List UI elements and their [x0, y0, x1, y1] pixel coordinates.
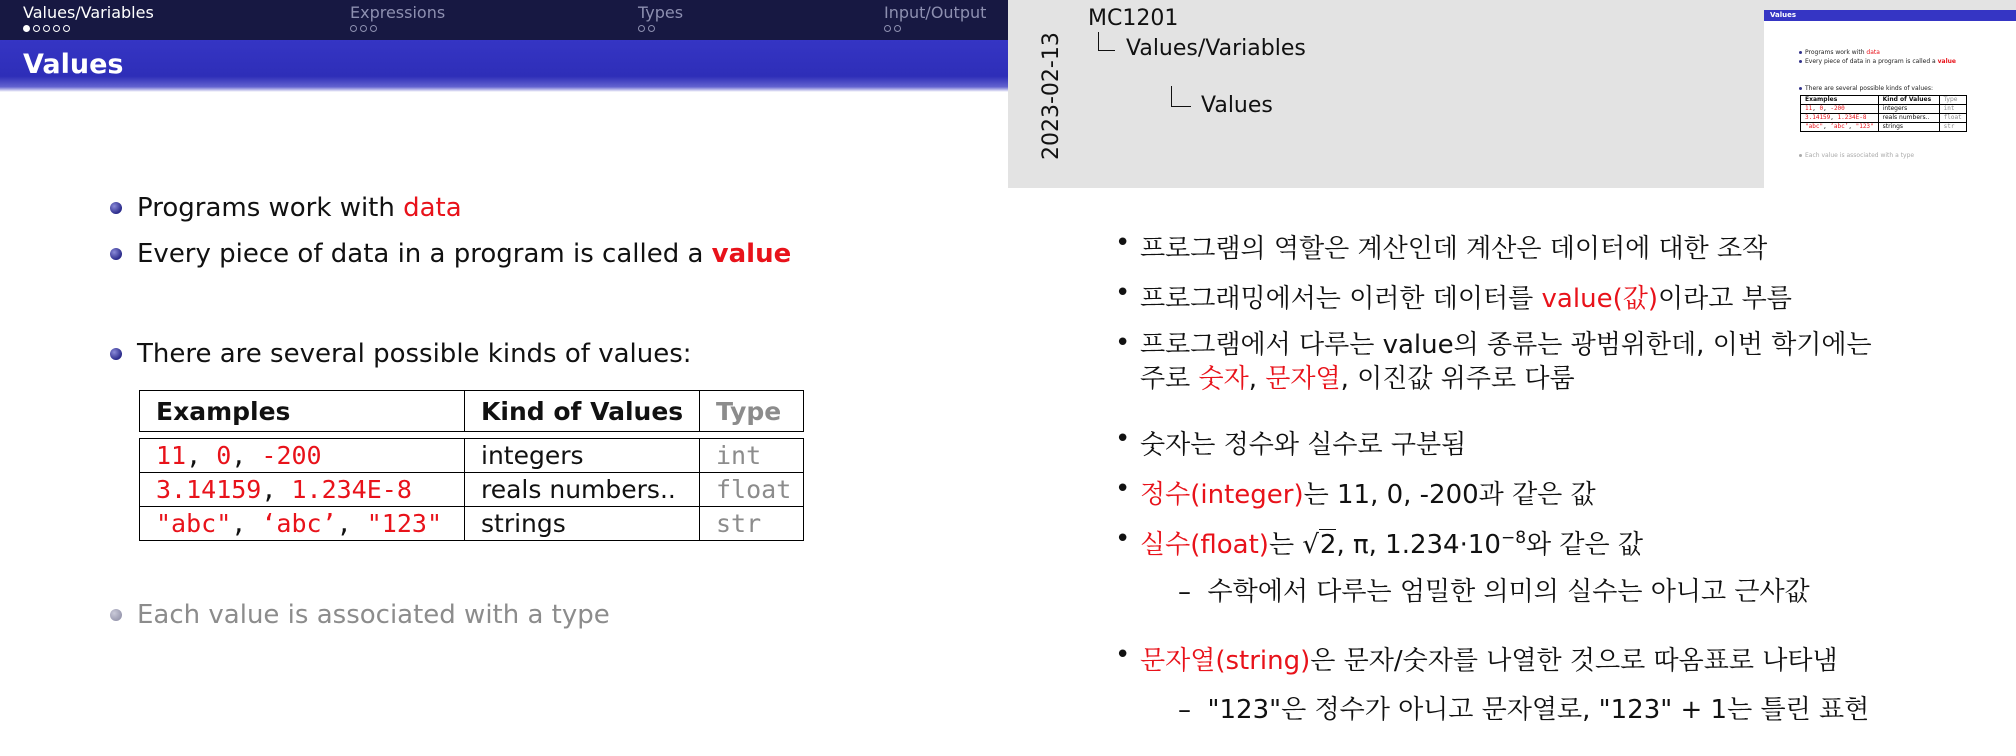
note-bullet-5 — [1115, 474, 1596, 511]
nav-dot[interactable] — [33, 25, 40, 32]
note-bullet-4 — [1115, 424, 1466, 461]
example-token: -200 — [261, 441, 322, 470]
thumb-line — [1799, 85, 1933, 92]
note-highlight: 문자열 — [1265, 364, 1341, 394]
example-token: , — [1823, 105, 1831, 112]
bullet-text: There are several possible kinds of values: — [137, 339, 692, 369]
table-row — [140, 473, 804, 507]
tree-connector — [1171, 86, 1191, 107]
note-text: 수학에서 다루는 엄밀한 의미의 실수는 아니고 근사값 — [1207, 577, 1810, 607]
cell-kind: reals numbers.. — [465, 473, 700, 507]
note-text: 숫자는 정수와 실수로 구분됨 — [1140, 430, 1467, 460]
note-sub-bullet-1 — [1178, 571, 1810, 608]
nav-section-values-variables[interactable]: Values/Variables — [23, 3, 154, 22]
note-highlight: 숫자 — [1198, 364, 1249, 394]
example-token: ‘abc’ — [261, 509, 337, 538]
table-row — [140, 507, 804, 541]
cell-type: float — [1939, 114, 1966, 123]
note-highlight: 문자열(string) — [1140, 646, 1311, 676]
example-token: , — [231, 441, 262, 470]
example-token: , — [1823, 123, 1831, 130]
example-token: -200 — [1830, 105, 1845, 112]
bullet-ball-icon — [110, 348, 122, 360]
nav-dot[interactable] — [23, 25, 30, 32]
bullet-dot-icon: • — [1115, 640, 1131, 670]
bullet-ball-icon — [110, 248, 122, 260]
thumb-text: Programs work with — [1805, 49, 1867, 56]
thumb-line — [1799, 152, 1914, 159]
nav-dot[interactable] — [370, 25, 377, 32]
nav-dots-input-output — [884, 25, 901, 32]
table-row — [1801, 105, 1967, 114]
note-text: 프로그래밍에서는 이러한 데이터를 — [1140, 284, 1542, 314]
course-code: MC1201 — [1088, 6, 1179, 31]
cell-kind: reals numbers.. — [1878, 114, 1939, 123]
values-table — [139, 390, 804, 541]
thumb-text: There are several possible kinds of values: — [1805, 85, 1933, 92]
thumb-bullet-icon — [1799, 51, 1802, 54]
slide-title-bar — [0, 40, 1008, 92]
nav-dot[interactable] — [350, 25, 357, 32]
example-token: 0 — [1819, 105, 1824, 112]
nav-dot[interactable] — [53, 25, 60, 32]
example-token: , — [1848, 123, 1856, 130]
note-sub-bullet-2 — [1178, 689, 1869, 726]
note-text: "123"은 정수가 아니고 문자열로, "123" + 1는 틀린 표현 — [1207, 695, 1870, 725]
sqrt-symbol: √ — [1302, 530, 1319, 560]
header-kind: Kind of Values — [465, 391, 700, 432]
note-bullet-7 — [1115, 640, 1838, 677]
cell-examples — [140, 507, 465, 541]
cell-type: float — [700, 473, 804, 507]
table-header-row — [140, 391, 804, 432]
example-token: "abc" — [1805, 123, 1824, 130]
tree-connector — [1098, 32, 1115, 51]
note-text: , π, 1.234·10 — [1336, 530, 1501, 560]
note-text: 프로그램에서 다루는 value의 종류는 광범위한데, 이번 학기에는 — [1140, 330, 1872, 360]
cell-examples — [1801, 114, 1879, 123]
table-row — [1801, 114, 1967, 123]
thumb-text: value — [1937, 58, 1956, 65]
example-token: 0 — [216, 441, 232, 470]
bullet-dot-icon: • — [1115, 278, 1131, 308]
example-token: "abc" — [156, 509, 232, 538]
example-token: "123" — [1855, 123, 1874, 130]
bullet-programs-data — [110, 193, 462, 223]
cell-kind: integers — [1878, 105, 1939, 114]
thumb-table — [1800, 95, 1967, 132]
cell-type: int — [1939, 105, 1966, 114]
example-token: 3.14159 — [156, 475, 262, 504]
cell-kind: strings — [1878, 123, 1939, 132]
bullet-dot-icon: • — [1115, 424, 1131, 454]
nav-dot[interactable] — [63, 25, 70, 32]
note-text: , — [1248, 364, 1266, 394]
table-row — [140, 439, 804, 473]
nav-dot[interactable] — [884, 25, 891, 32]
dash-icon: – — [1178, 695, 1208, 725]
subsection-name: Values — [1201, 93, 1273, 118]
thumb-text: Each value is associated with a type — [1805, 152, 1915, 159]
nav-dots-expressions — [350, 25, 377, 32]
cell-type: str — [1939, 123, 1966, 132]
cell-examples — [140, 473, 465, 507]
example-token: "123" — [366, 509, 443, 538]
thumb-text: data — [1866, 49, 1880, 56]
header-examples: Examples — [140, 391, 465, 432]
thumb-title: Values — [1770, 11, 1797, 19]
note-highlight: value(값) — [1541, 284, 1658, 314]
note-text: 는 11, 0, -200과 같은 값 — [1303, 480, 1596, 510]
bullet-ball-icon — [110, 609, 122, 621]
example-token: , — [231, 509, 262, 538]
example-token: 3.14159 — [1805, 114, 1831, 121]
thumb-header: Examples — [1801, 96, 1879, 105]
section-name: Values/Variables — [1126, 36, 1306, 61]
nav-dot[interactable] — [638, 25, 645, 32]
example-token: ‘abc’ — [1830, 123, 1849, 130]
slide-thumbnail[interactable] — [1764, 10, 2016, 188]
dash-icon: – — [1178, 577, 1208, 607]
note-text: 이라고 부름 — [1657, 284, 1792, 314]
bullet-dot-icon: • — [1115, 328, 1131, 358]
example-token: 1.234E-8 — [291, 475, 412, 504]
cell-kind: integers — [465, 439, 700, 473]
section-navigation-bar — [0, 0, 1008, 40]
bullet-text: Each value is associated with a type — [137, 600, 610, 630]
note-text: 는 — [1268, 530, 1303, 560]
note-text: 은 문자/숫자를 나열한 것으로 따옴표로 나타냄 — [1310, 646, 1838, 676]
note-bullet-2 — [1115, 278, 1792, 315]
note-bullet-1 — [1115, 228, 1767, 265]
bullet-text: Programs work with — [137, 193, 395, 223]
nav-section-expressions[interactable]: Expressions — [350, 3, 446, 22]
note-bullet-6 — [1115, 524, 1643, 561]
cell-examples — [1801, 105, 1879, 114]
thumb-header: Kind of Values — [1878, 96, 1939, 105]
example-token: , — [1812, 105, 1820, 112]
slide-title: Values — [23, 49, 124, 80]
cell-type: int — [700, 439, 804, 473]
example-token: , — [261, 475, 292, 504]
nav-dots-values-variables — [23, 25, 70, 32]
example-token: , — [1830, 114, 1838, 121]
nav-dot[interactable] — [360, 25, 367, 32]
notes-header — [1008, 0, 2016, 188]
cell-type: str — [700, 507, 804, 541]
nav-section-input-output[interactable]: Input/Output — [884, 3, 987, 22]
example-token: , — [186, 441, 217, 470]
example-token: 11 — [156, 441, 187, 470]
nav-dot[interactable] — [894, 25, 901, 32]
bullet-kinds-of-values — [110, 339, 692, 369]
example-token: 11 — [1805, 105, 1813, 112]
header-type: Type — [700, 391, 804, 432]
nav-dots-types — [638, 25, 655, 32]
table-row — [1801, 123, 1967, 132]
bullet-dot-icon: • — [1115, 524, 1131, 554]
thumb-text: Every piece of data in a program is called a — [1805, 58, 1938, 65]
bullet-text: Every piece of data in a program is called a — [137, 239, 704, 269]
thumb-bullet-icon — [1799, 154, 1802, 157]
note-text: 주로 — [1140, 364, 1199, 394]
nav-dot[interactable] — [43, 25, 50, 32]
thumb-header: Type — [1939, 96, 1966, 105]
exponent: −8 — [1500, 528, 1527, 548]
table-body — [140, 432, 804, 541]
cell-kind: strings — [465, 507, 700, 541]
nav-dot[interactable] — [648, 25, 655, 32]
thumb-bullet-icon — [1799, 87, 1802, 90]
cell-examples — [140, 439, 465, 473]
thumb-line — [1799, 49, 1880, 56]
cell-examples — [1801, 123, 1879, 132]
bullet-dot-icon: • — [1115, 228, 1131, 258]
note-text: 와 같은 값 — [1526, 530, 1644, 560]
note-bullet-3 — [1115, 328, 1872, 396]
note-highlight: 정수(integer) — [1140, 480, 1304, 510]
thumb-line — [1799, 58, 1956, 65]
thumb-title-bar — [1764, 10, 2016, 21]
nav-section-types[interactable]: Types — [638, 3, 684, 22]
note-text: , 이진값 위주로 다룸 — [1340, 364, 1575, 394]
highlight-data: data — [403, 193, 462, 223]
highlight-value: value — [711, 239, 792, 269]
note-highlight: 실수(float) — [1140, 530, 1269, 560]
sqrt-value: 2 — [1319, 530, 1337, 560]
note-text: 프로그램의 역할은 계산인데 계산은 데이터에 대한 조작 — [1140, 234, 1768, 264]
bullet-value-type — [110, 600, 610, 630]
bullet-value-definition — [110, 239, 791, 269]
example-token: , — [336, 509, 367, 538]
bullet-ball-icon — [110, 202, 122, 214]
example-token: 1.234E-8 — [1837, 114, 1867, 121]
lecture-date: 2023-02-13 — [1039, 32, 1064, 160]
bullet-dot-icon: • — [1115, 474, 1131, 504]
thumb-bullet-icon — [1799, 60, 1802, 63]
